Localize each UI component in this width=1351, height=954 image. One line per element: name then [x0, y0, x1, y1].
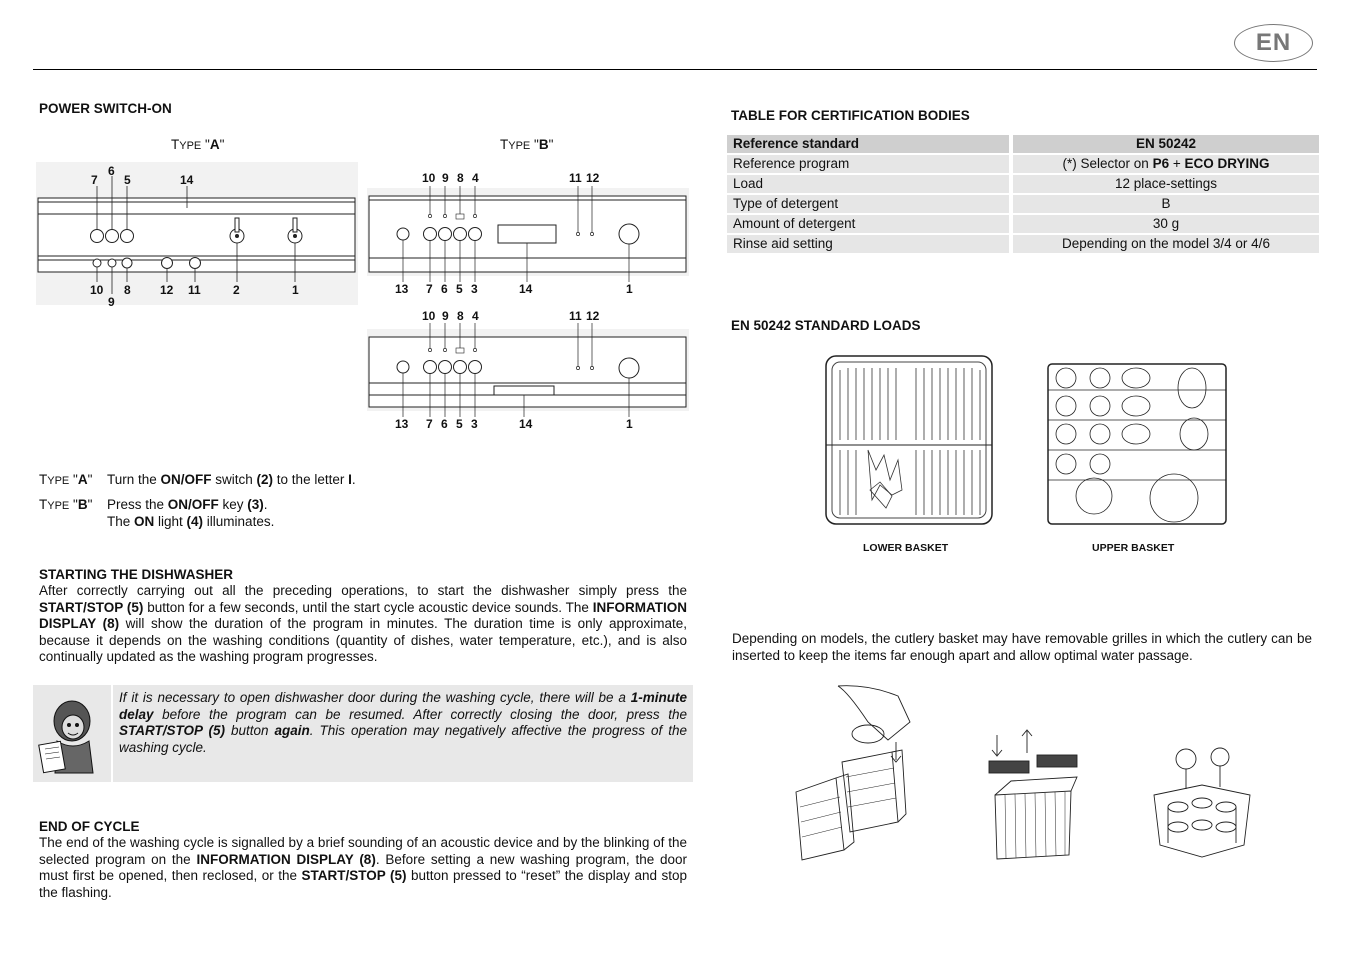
- type-b-label: TYPE "B": [500, 137, 554, 152]
- lower-basket-caption: LOWER BASKET: [863, 542, 949, 554]
- callout-13: 13: [395, 417, 409, 431]
- type-a-instruction-label: TYPE "A": [39, 472, 93, 487]
- callout-8: 8: [457, 309, 464, 323]
- upper-basket-illustration: [1044, 360, 1230, 528]
- cutlery-basket-paragraph: Depending on models, the cutlery basket may have removable grilles in which the cutlery can be inserted to keep the items far enough apart and allow optimal water passage.: [732, 631, 1312, 663]
- cutlery-basket-hand-illustration: [788, 682, 922, 862]
- table-row: [727, 235, 1319, 253]
- callout-5: 5: [456, 417, 463, 431]
- callout-7: 7: [426, 282, 433, 296]
- callout-1: 1: [626, 282, 633, 296]
- callout-6: 6: [108, 164, 115, 178]
- callout-11: 11: [188, 283, 201, 297]
- mascot-reading-icon: [33, 685, 111, 782]
- callout-10: 10: [90, 283, 104, 297]
- callout-4: 4: [472, 309, 479, 323]
- panel-b1-drawing: [367, 168, 689, 300]
- callout-8: 8: [124, 283, 131, 297]
- type-b-instruction-label: TYPE "B": [39, 497, 93, 512]
- table-header-cell: EN 50242: [1013, 135, 1319, 153]
- callout-9: 9: [108, 295, 115, 309]
- lower-basket-illustration: [820, 350, 998, 532]
- control-panel-type-a-diagram: [36, 162, 358, 312]
- type-a-instruction: Turn the ON/OFF switch (2) to the letter I.: [107, 472, 356, 487]
- control-panel-type-b-diagram-1: [367, 168, 689, 300]
- callout-10: 10: [422, 309, 436, 323]
- callout-14: 14: [180, 173, 194, 187]
- standard-loads-heading: EN 50242 STANDARD LOADS: [731, 318, 921, 333]
- callout-12: 12: [586, 309, 600, 323]
- callout-8: 8: [457, 171, 464, 185]
- type-a-label: TYPE "A": [171, 137, 225, 152]
- callout-10: 10: [422, 171, 436, 185]
- starting-paragraph: After correctly carrying out all the preceding operations, to start the dishwasher simply press the START/STOP (5) button for a few seconds, until the start cycle acoustic device sounds. The INFORMATION DISPLAY (8) will show the duration of the program in minutes. The duration time is only approximate, because it depends on the washing conditions (quantity of dishes, water temperature, etc.), and is also continually updated as the washing program progresses.: [39, 583, 688, 665]
- table-row: [727, 175, 1319, 193]
- callout-13: 13: [395, 282, 409, 296]
- callout-3: 3: [471, 282, 478, 296]
- table-row: [727, 195, 1319, 213]
- cutlery-basket-grille-illustration: [985, 725, 1083, 861]
- language-badge: EN: [1234, 24, 1313, 62]
- starting-heading: STARTING THE DISHWASHER: [39, 567, 234, 582]
- table-cell: Reference program: [727, 155, 1009, 173]
- type-b-instruction: Press the ON/OFF key (3). The ON light (4) illuminates.: [107, 497, 275, 529]
- table-row: [727, 155, 1319, 173]
- table-header-cell: Reference standard: [727, 135, 1009, 153]
- control-panel-type-b-diagram-2: [367, 307, 689, 435]
- end-of-cycle-heading: END OF CYCLE: [39, 819, 140, 834]
- table-cell: Rinse aid setting: [727, 235, 1009, 253]
- callout-9: 9: [442, 171, 449, 185]
- callout-3: 3: [471, 417, 478, 431]
- certification-heading: TABLE FOR CERTIFICATION BODIES: [731, 108, 970, 123]
- callout-2: 2: [233, 283, 240, 297]
- callout-14: 14: [519, 282, 533, 296]
- callout-9: 9: [442, 309, 449, 323]
- table-cell: 12 place-settings: [1013, 175, 1319, 193]
- callout-5: 5: [456, 282, 463, 296]
- callout-1: 1: [292, 283, 299, 297]
- callout-4: 4: [472, 171, 479, 185]
- table-cell: Type of detergent: [727, 195, 1009, 213]
- header-rule: [33, 69, 1317, 70]
- table-row: [727, 215, 1319, 233]
- table-cell: (*) Selector on P6 + ECO DRYING: [1013, 155, 1319, 173]
- table-cell: 30 g: [1013, 215, 1319, 233]
- table-cell: B: [1013, 195, 1319, 213]
- callout-6: 6: [441, 417, 448, 431]
- table-row: [727, 135, 1319, 153]
- door-open-note: If it is necessary to open dishwasher door during the washing cycle, there will be a 1-minute delay before the program can be resumed. After correctly closing the door, press the START/STOP (5) button again. This operation may negatively affective the progress of the washing cycle.: [113, 685, 693, 782]
- callout-11: 11: [569, 171, 582, 185]
- callout-12: 12: [160, 283, 174, 297]
- callout-14: 14: [519, 417, 533, 431]
- callout-1: 1: [626, 417, 633, 431]
- table-cell: Load: [727, 175, 1009, 193]
- table-cell: Amount of detergent: [727, 215, 1009, 233]
- panel-b2-drawing: [367, 307, 689, 435]
- certification-table: [727, 133, 1319, 255]
- glass-holder-illustration: [1148, 745, 1256, 863]
- upper-basket-caption: UPPER BASKET: [1092, 542, 1175, 554]
- callout-7: 7: [426, 417, 433, 431]
- table-cell: Depending on the model 3/4 or 4/6: [1013, 235, 1319, 253]
- callout-11: 11: [569, 309, 582, 323]
- end-of-cycle-paragraph: The end of the washing cycle is signalled by a brief sounding of an acoustic device and by the blinking of the selected program on the INFORMATION DISPLAY (8). Before setting a new washing program, the door must first be opened, then reclosed, or the START/STOP (5) button pressed to “reset” the display and stop the flashing.: [39, 835, 688, 900]
- callout-12: 12: [586, 171, 600, 185]
- callout-6: 6: [441, 282, 448, 296]
- callout-5: 5: [124, 173, 131, 187]
- callout-7: 7: [91, 173, 98, 187]
- power-switch-heading: POWER SWITCH-ON: [39, 101, 172, 116]
